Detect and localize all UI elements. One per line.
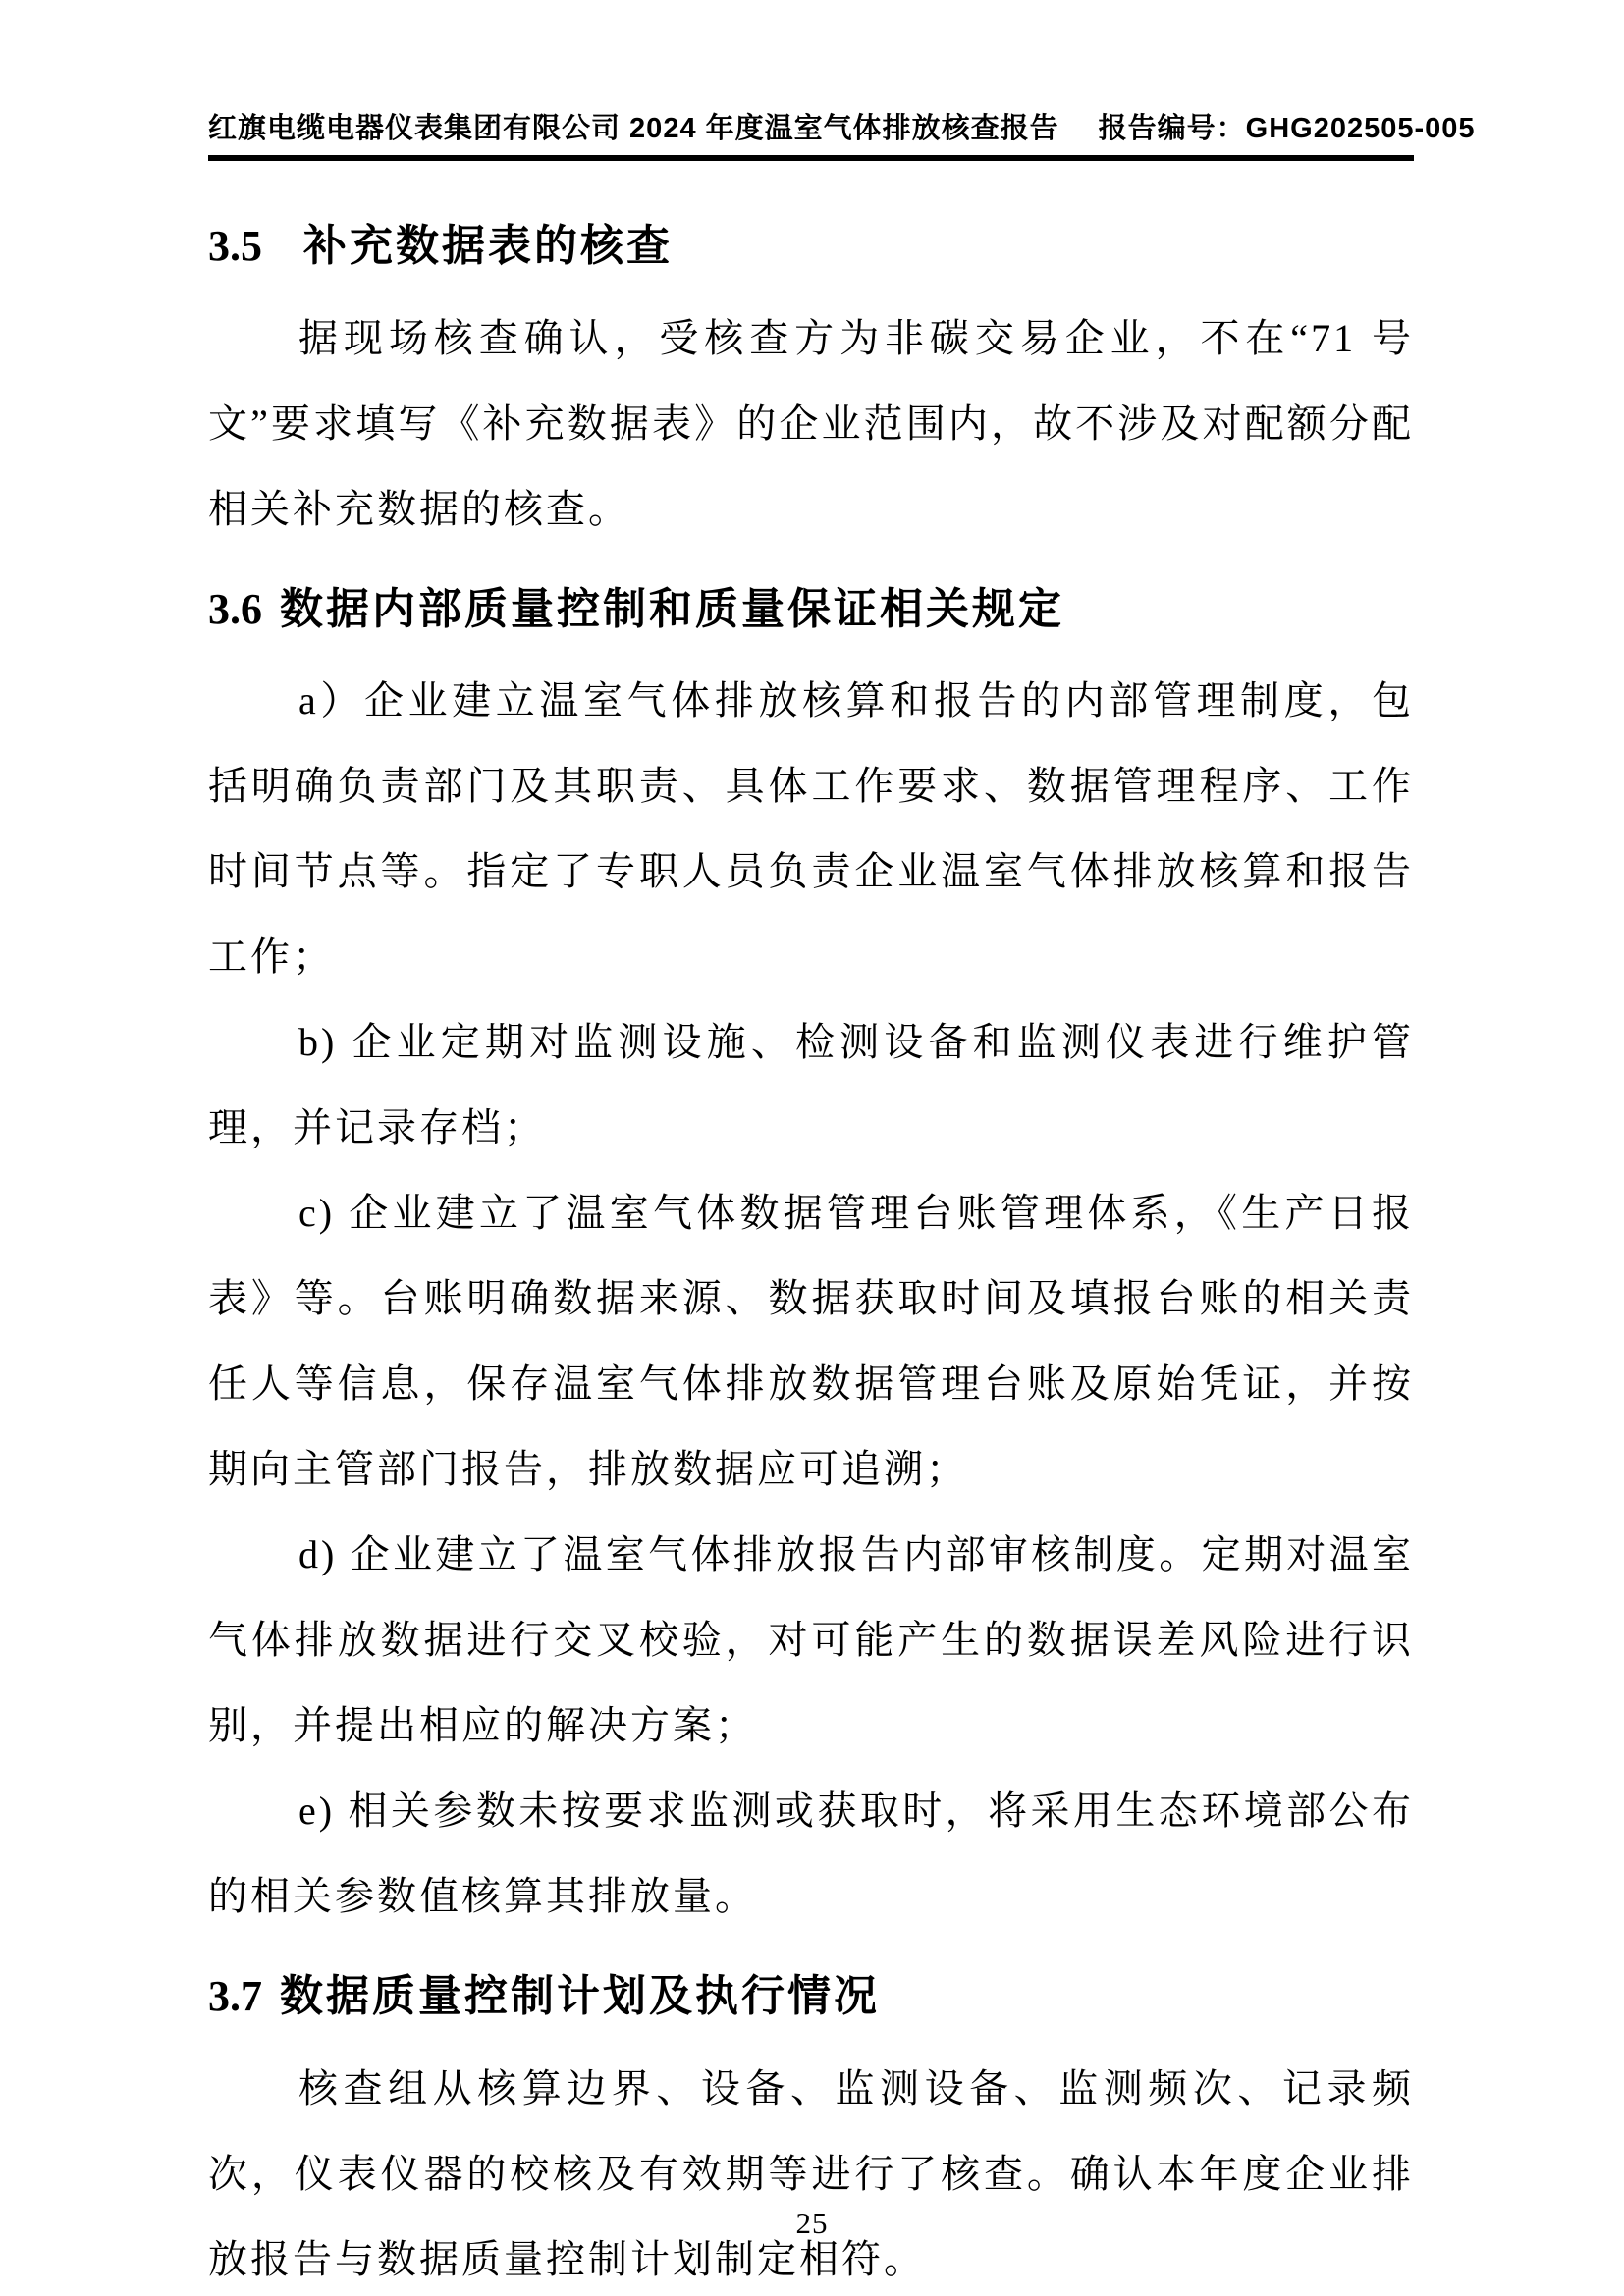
section-number: 3.5 bbox=[208, 222, 262, 270]
page-number: 25 bbox=[795, 2206, 829, 2240]
paragraph: 据现场核查确认，受核查方为非碳交易企业，不在“71 号文”要求填写《补充数据表》的企业范围内，故不涉及对配额分配相关补充数据的核查。 bbox=[208, 315, 1414, 531]
section-number: 3.6 bbox=[208, 584, 262, 633]
section-3-7 bbox=[208, 1972, 1414, 2296]
paragraph: a）企业建立温室气体排放核算和报告的内部管理制度，包括明确负责部门及其职责、具体工作要求、数据管理程序、工作时间节点等。指定了专职人员负责企业温室气体排放核算和报告工作； bbox=[208, 678, 1414, 980]
paragraph: e) 相关参数未按要求监测或获取时，将采用生态环境部公布的相关参数值核算其排放量。 bbox=[208, 1789, 1414, 1919]
section-3-5-heading bbox=[208, 222, 1414, 272]
page-header bbox=[208, 106, 1476, 161]
paragraph: c) 企业建立了温室气体数据管理台账管理体系，《生产日报表》等。台账明确数据来源、数据获取时间及填报台账的相关责任人等信息，保存温室气体排放数据管理台账及原始凭证，并按期向主管部门报告，排放数据应可追溯； bbox=[208, 1191, 1414, 1492]
header-title: 红旗电缆电器仪表集团有限公司 2024 年度温室气体排放核查报告 bbox=[208, 113, 1059, 144]
page-footer bbox=[0, 2206, 1624, 2241]
header-report-number: 报告编号：GHG202505-005 bbox=[1098, 113, 1476, 144]
section-3-6-heading bbox=[208, 585, 1414, 635]
section-number: 3.7 bbox=[208, 1972, 262, 2021]
section-title: 数据质量控制计划及执行情况 bbox=[280, 1972, 880, 2021]
paragraph: b) 企业定期对监测设施、检测设备和监测仪表进行维护管理，并记录存档； bbox=[208, 1020, 1414, 1150]
section-title: 补充数据表的核查 bbox=[303, 222, 673, 270]
section-3-6 bbox=[208, 585, 1414, 1940]
section-title: 数据内部质量控制和质量保证相关规定 bbox=[280, 584, 1064, 633]
paragraph: 核查组从核算边界、设备、监测设备、监测频次、记录频次，仪表仪器的校核及有效期等进行了核查。确认本年度企业排放报告与数据质量控制计划制定相符。 bbox=[208, 2065, 1414, 2281]
paragraph: d) 企业建立了温室气体排放报告内部审核制度。定期对温室气体排放数据进行交叉校验，对可能产生的数据误差风险进行识别，并提出相应的解决方案； bbox=[208, 1532, 1414, 1748]
section-3-5 bbox=[208, 222, 1414, 552]
section-3-7-heading bbox=[208, 1972, 1414, 2022]
